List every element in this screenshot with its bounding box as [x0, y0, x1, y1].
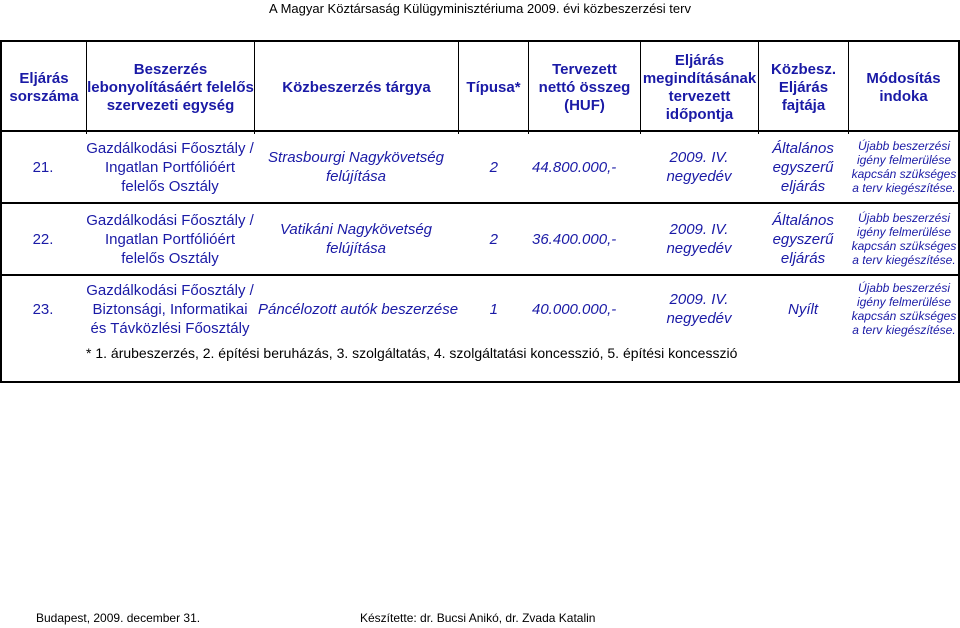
table-row: [0, 204, 960, 274]
row-reason: Újabb beszerzési igény felmerülése kapcsán szükséges a terv kiegészítése.: [851, 139, 957, 195]
table-header: [0, 40, 960, 132]
row-unit: Gazdálkodási Főosztály / Biztonsági, Informatikai és Távközlési Főosztály: [86, 281, 254, 337]
row-procedure: Általános egyszerű eljárás: [772, 211, 834, 267]
row-amount: 44.800.000,-: [532, 158, 617, 176]
row-amount: 36.400.000,-: [532, 230, 617, 248]
header-col-amount: Tervezett nettó összeg (HUF): [528, 42, 640, 134]
table-row: [0, 132, 960, 202]
header-col-procedure: Közbesz. Eljárás fajtája: [758, 42, 848, 134]
row-type: 2: [489, 158, 498, 176]
row-reason: Újabb beszerzési igény felmerülése kapcsán szükséges a terv kiegészítése.: [851, 211, 957, 267]
row-procedure: Általános egyszerű eljárás: [772, 139, 834, 195]
document-title: A Magyar Köztársaság Külügyminisztériuma 2009. évi közbeszerzési terv: [269, 1, 691, 16]
row-reason: Újabb beszerzési igény felmerülése kapcsán szükséges a terv kiegészítése.: [851, 281, 957, 337]
row-type: 1: [489, 300, 498, 318]
footer-place-date: Budapest, 2009. december 31.: [36, 611, 201, 625]
header-col-date: Eljárás megindításának tervezett időpontja: [640, 42, 758, 134]
row-amount: 40.000.000,-: [532, 300, 617, 318]
row-subject: Páncélozott autók beszerzése: [258, 300, 459, 318]
row-number: 23.: [32, 300, 54, 318]
row-subject: Strasbourgi Nagykövetség felújítása: [268, 149, 444, 185]
header-col-unit: Beszerzés lebonyolításáért felelős szervezeti egység: [86, 42, 254, 134]
row-date: 2009. IV. negyedév: [666, 291, 732, 327]
row-number: 21.: [32, 158, 54, 176]
table-left-border: [0, 132, 2, 382]
header-col-subject: Közbeszerzés tárgya: [254, 42, 458, 134]
row-date: 2009. IV. negyedév: [666, 149, 732, 185]
row-unit: Gazdálkodási Főosztály / Ingatlan Portfólióért felelős Osztály: [86, 211, 254, 267]
type-footnote: * 1. árubeszerzés, 2. építési beruházás, 3. szolgáltatás, 4. szolgáltatási koncesszió, 5. építési koncesszió: [86, 345, 738, 361]
table-bottom-border: [0, 381, 960, 383]
header-col-type: Típusa*: [458, 42, 528, 134]
row-number: 22.: [32, 230, 54, 248]
row-unit: Gazdálkodási Főosztály / Ingatlan Portfólióért felelős Osztály: [86, 139, 254, 195]
table-row: [0, 276, 960, 342]
footer-author: Készítette: dr. Bucsi Anikó, dr. Zvada Katalin: [360, 611, 596, 625]
row-procedure: Nyílt: [788, 300, 818, 318]
header-col-reason: Módosítás indoka: [848, 42, 960, 134]
row-date: 2009. IV. negyedév: [666, 221, 732, 257]
header-col-sorszam: Eljárás sorszáma: [0, 42, 86, 134]
row-type: 2: [489, 230, 498, 248]
row-subject: Vatikáni Nagykövetség felújítása: [279, 221, 433, 257]
